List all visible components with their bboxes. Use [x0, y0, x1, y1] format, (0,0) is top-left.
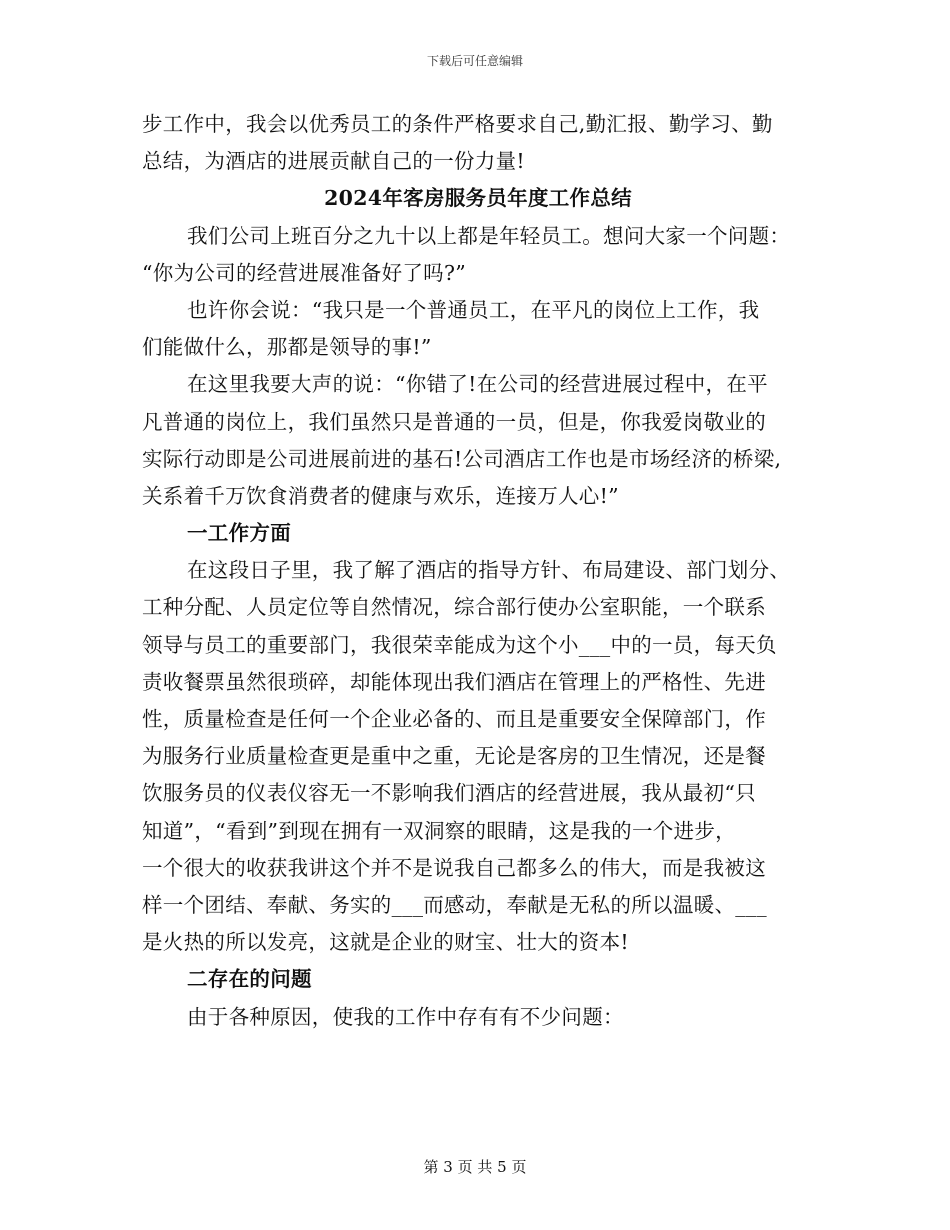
body-line: 责收餐票虽然很琐碎，却能体现出我们酒店在管理上的严格性、先进 [142, 669, 766, 694]
body-line: 实际行动即是公司进展前进的基石!公司酒店工作也是市场经济的桥梁, [142, 446, 782, 471]
body-line: 凡普通的岗位上，我们虽然只是普通的一员，但是，你我爱岗敬业的 [142, 409, 766, 434]
body-line: 在这里我要大声的说：“你错了!在公司的经营进展过程中，在平 [187, 372, 768, 397]
body-line: 总结，为酒店的进展贡献自己的一份力量! [142, 149, 525, 174]
body-line: 工种分配、人员定位等自然情况，综合部行使办公室职能，一个联系 [142, 595, 766, 620]
body-line: 为服务行业质量检查更是重中之重，无论是客房的卫生情况，还是餐 [142, 744, 766, 769]
page-header-note: 下载后可任意编辑 [426, 54, 523, 68]
body-line: 们能做什么，那都是领导的事!” [142, 335, 432, 360]
body-line: 在这段日子里，我了解了酒店的指导方针、布局建设、部门划分、 [187, 558, 791, 583]
body-line: 我们公司上班百分之九十以上都是年轻员工。想问大家一个问题： [187, 223, 791, 248]
section-title: 2024年客房服务员年度工作总结 [324, 186, 632, 211]
body-line: 也许你会说：“我只是一个普通员工，在平凡的岗位上工作，我 [187, 297, 760, 322]
body-line: 样一个团结、奉献、务实的___而感动，奉献是无私的所以温暖、___ [142, 892, 767, 917]
body-line: 步工作中，我会以优秀员工的条件严格要求自己,勤汇报、勤学习、勤 [142, 112, 773, 136]
body-line: 知道”，“看到”到现在拥有一双洞察的眼睛，这是我的一个进步， [142, 818, 736, 843]
subheading-work: 一工作方面 [187, 521, 291, 546]
body-line: 关系着千万饮食消费者的健康与欢乐，连接万人心!” [142, 483, 619, 508]
document-body [142, 106, 814, 1036]
body-line: 领导与员工的重要部门，我很荣幸能成为这个小___中的一员，每天负 [142, 632, 777, 657]
body-line: 性，质量检查是任何一个企业必备的、而且是重要安全保障部门，作 [142, 707, 766, 731]
body-line: 一个很大的收获我讲这个并不是说我自己都多么的伟大，而是我被这 [142, 855, 766, 880]
subheading-problems: 二存在的问题 [187, 967, 312, 992]
page-number-footer: 第 3 页 共 5 页 [423, 1158, 527, 1176]
body-line: 由于各种原因，使我的工作中存有有不少问题： [187, 1004, 624, 1029]
body-line: 是火热的所以发亮，这就是企业的财宝、壮大的资本! [142, 930, 629, 955]
body-line: 饮服务员的仪表仪容无一不影响我们酒店的经营进展，我从最初“只 [142, 781, 756, 806]
body-line: “你为公司的经营进展准备好了吗?” [142, 260, 467, 285]
